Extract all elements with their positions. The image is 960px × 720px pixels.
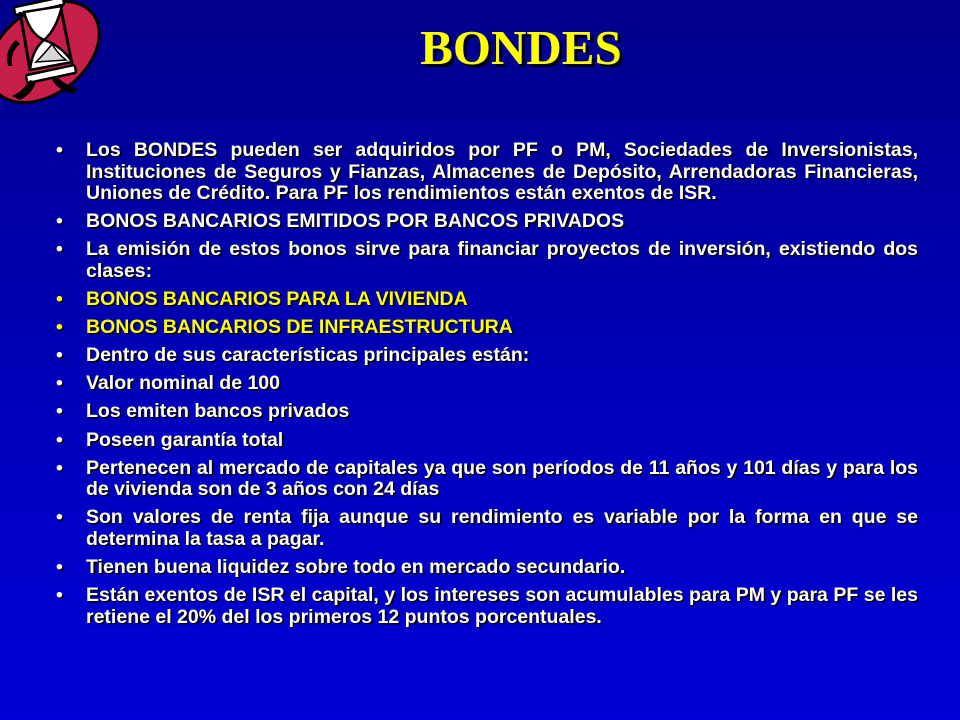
list-item: [56, 458, 918, 501]
bullet-text: BONOS BANCARIOS PARA LA VIVIENDA: [86, 288, 468, 311]
list-item: [56, 289, 918, 311]
list-item: [56, 211, 918, 233]
bullet-marker: •: [56, 428, 63, 451]
bullet-marker: •: [56, 238, 63, 261]
list-item: [56, 373, 918, 395]
bullet-marker: •: [56, 556, 63, 578]
bullet-marker: •: [56, 506, 63, 529]
bullet-text: Los BONDES pueden ser adquiridos por PF o PM, Sociedades de Inversionistas, Instituciones de Seguros y Fianzas, Almacenes de Depósito, Arrendadoras Financieras, Uniones de Crédito. Para PF los rendimientos están exentos de ISR.: [86, 139, 918, 205]
list-item: [56, 345, 918, 367]
list-item: [56, 239, 918, 282]
list-item: [56, 507, 918, 550]
bullet-text: Tienen buena liquidez sobre todo en mercado secundario.: [86, 556, 626, 578]
bullet-marker: •: [56, 456, 63, 479]
bullet-marker: •: [56, 344, 63, 367]
list-item: [56, 317, 918, 339]
list-item: [56, 140, 918, 205]
bullet-marker: •: [56, 288, 63, 311]
bullet-text: Poseen garantía total: [86, 428, 284, 451]
bullet-text: BONOS BANCARIOS EMITIDOS POR BANCOS PRIVADOS: [86, 210, 625, 233]
bullet-marker: •: [56, 584, 63, 607]
bullet-marker: •: [56, 210, 63, 233]
bullet-text: Dentro de sus características principales están:: [86, 344, 530, 367]
slide-title: BONDES: [420, 20, 622, 75]
bullet-text: Están exentos de ISR el capital, y los intereses son acumulables para PM y para PF se les retiene el 20% del los primeros 12 puntos porcentuales.: [86, 584, 918, 628]
bullet-marker: •: [56, 372, 63, 395]
bullet-text: BONOS BANCARIOS DE INFRAESTRUCTURA: [86, 316, 513, 339]
list-item: [56, 430, 918, 452]
bullet-text: Los emiten bancos privados: [86, 400, 350, 423]
list-item: [56, 585, 918, 628]
bullet-text: Son valores de renta fija aunque su rendimiento es variable por la forma en que se determina la tasa a pagar.: [86, 506, 918, 550]
bullet-marker: •: [56, 400, 63, 423]
bullet-marker: •: [56, 316, 63, 339]
list-item: [56, 401, 918, 423]
bullet-text: Pertenecen al mercado de capitales ya que son períodos de 11 años y 101 días y para los de vivienda son de 3 años con 24 días: [86, 456, 918, 501]
bullet-marker: •: [56, 139, 63, 161]
bullet-text: La emisión de estos bonos sirve para financiar proyectos de inversión, existiendo dos clases:: [86, 238, 918, 282]
list-item: [56, 557, 918, 579]
bullet-text: Valor nominal de 100: [86, 372, 280, 395]
bullet-list: [56, 140, 918, 635]
